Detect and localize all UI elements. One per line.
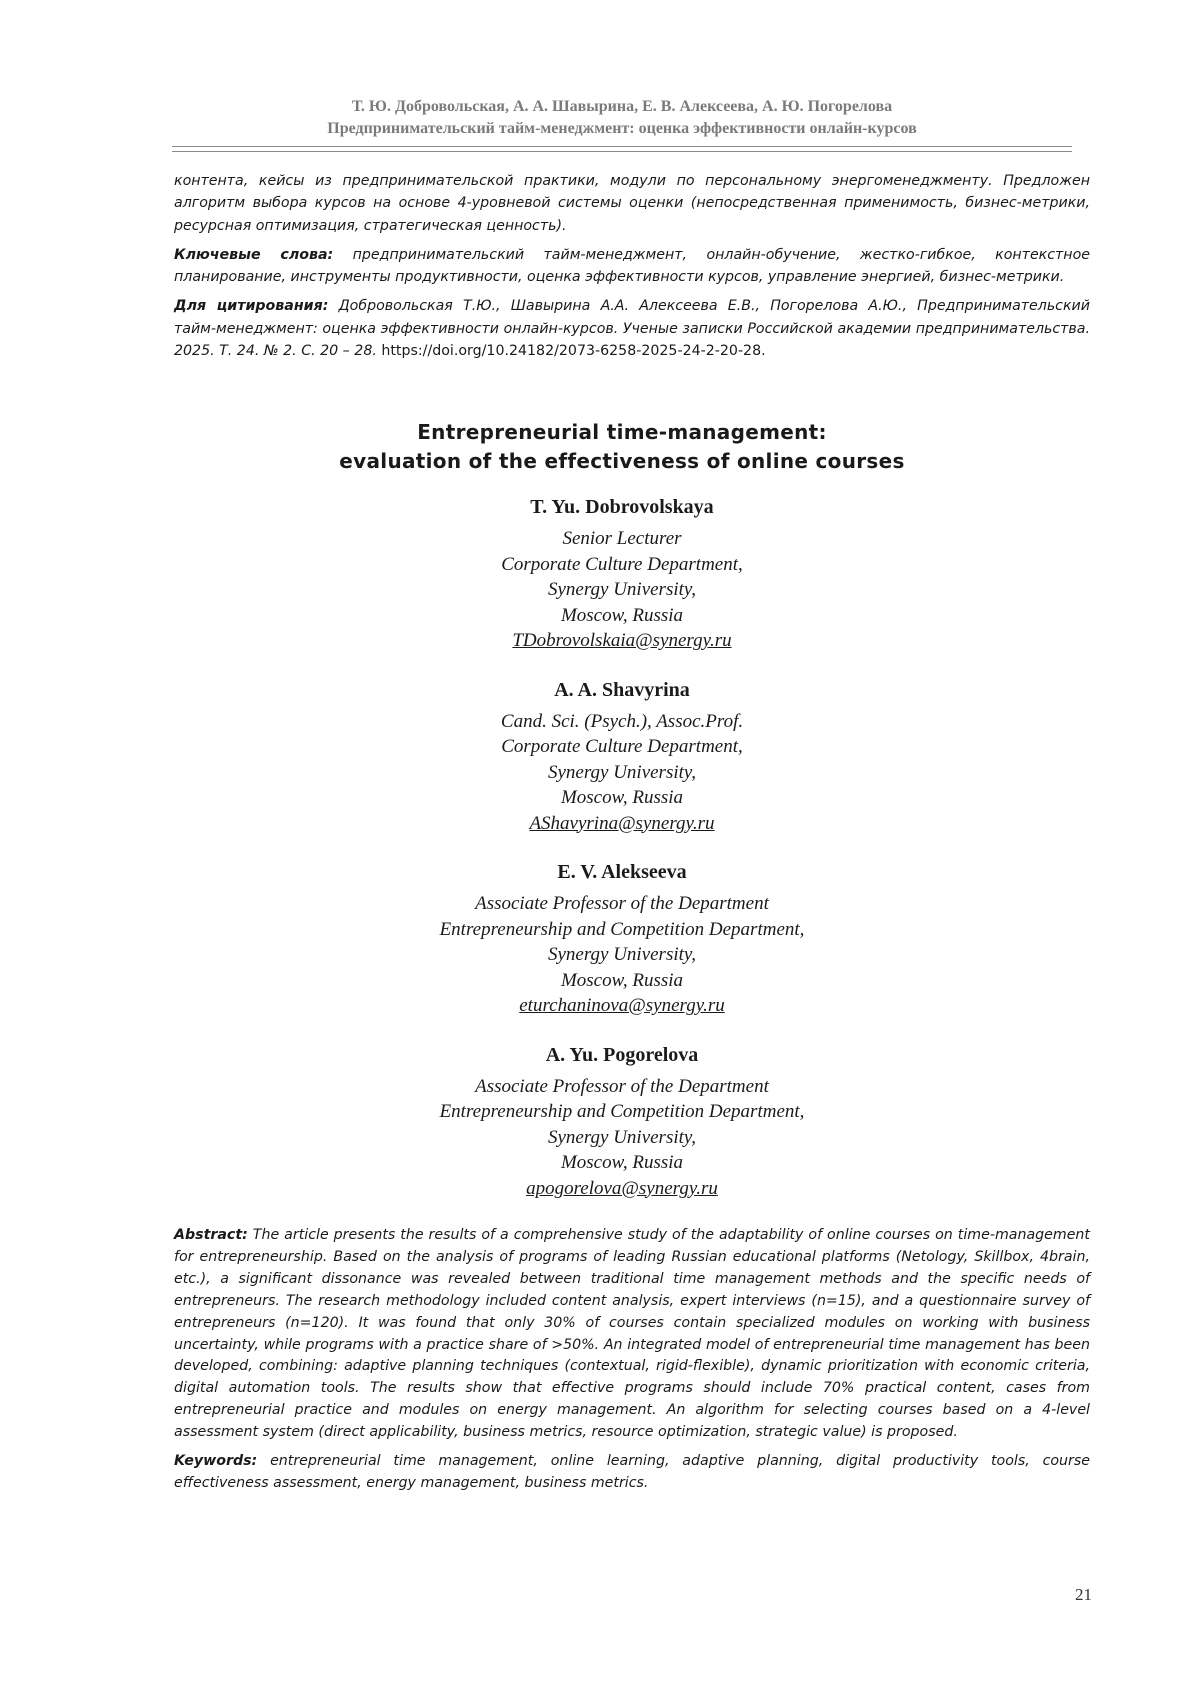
- english-title: [172, 418, 1072, 476]
- russian-citation: [174, 295, 1090, 362]
- author-name: T. Yu. Dobrovolskaya: [530, 496, 714, 518]
- english-abstract-text: The article presents the results of a comprehensive study of the adaptability of online courses on time‑management for entrepreneurship. Based on the analysis of programs of leading Russian educational platforms (Netology, Skillbox, 4brain, etc.), a significant dissonance was revealed between traditional time management methods and the specific needs of entrepreneurs. The research methodology included content analysis, expert interviews (n=15), and a questionnaire survey of entrepreneurs (n=120). It was found that only 30% of courses contain specialized modules on working with business uncertainty, while programs with a practice share of >50%. An integrated model of entrepreneurial time management has been developed, combining: adaptive planning techniques (contextual, rigid‑flexible), dynamic prioritization with economic criteria, digital automation tools. The results show that effective programs should include 70% practical content, cases from entrepreneurial practice and modules on energy management. An algorithm for selecting courses based on a 4‑level assessment system (direct applicability, business metrics, resource optimization, strategic value) is proposed.: [174, 1227, 1090, 1441]
- russian-citation-text: Добровольская Т.Ю., Шавырина А.А. Алексеева Е.В., Погорелова А.Ю., Предпринимательский тайм‑менеджмент: оценка эффективности онлайн‑курсов. Ученые записки Российской академии предпринимательства. 2025. Т. 24. № 2. С. 20 – 28.: [174, 298, 1090, 360]
- author-location: Moscow, Russia: [560, 1152, 684, 1173]
- author-department: Entrepreneurship and Competition Department,: [439, 918, 805, 940]
- russian-citation-label: Для цитирования:: [174, 298, 329, 315]
- english-title-line-1: Entrepreneurial time‑management:: [417, 420, 827, 444]
- page-number: 21: [1075, 1585, 1092, 1604]
- author-name: E. V. Alekseeva: [557, 861, 687, 883]
- header-authors: Т. Ю. Добровольская, А. А. Шавырина, Е. В. Алексеева, А. Ю. Погорелова: [351, 98, 893, 115]
- author-location: Moscow, Russia: [560, 969, 684, 991]
- header-rule-bottom: [172, 151, 1072, 152]
- author-position: Associate Professor of the Department: [475, 1075, 769, 1097]
- author-email-link[interactable]: TDobrovolskaia@synergy.ru: [512, 630, 732, 651]
- author-location: Moscow, Russia: [560, 787, 684, 808]
- author-university: Synergy University,: [547, 1126, 697, 1148]
- author-university: Synergy University,: [547, 579, 697, 600]
- header-title: Предпринимательский тайм‑менеджмент: оценка эффективности онлайн‑курсов: [327, 120, 917, 137]
- author-location: Moscow, Russia: [560, 604, 684, 626]
- author-position: Senior Lecturer: [562, 528, 682, 549]
- author-department: Corporate Culture Department,: [501, 736, 743, 757]
- russian-abstract-tail: контента, кейсы из предпринимательской практики, модули по персональному энергоменеджменту. Предложен алгоритм выбора курсов на основе 4‑уровневой системы оценки (непосредственная применимость, бизнес‑метрики, ресурсная оптимизация, стратегическая ценность).: [174, 173, 1090, 234]
- english-abstract: [174, 1225, 1090, 1444]
- english-title-line-2: evaluation of the effectiveness of online courses: [339, 449, 905, 473]
- english-abstract-section: [174, 1225, 1090, 1502]
- author-university: Synergy University,: [547, 944, 697, 965]
- english-abstract-label: Abstract:: [174, 1227, 248, 1243]
- author-position: Associate Professor of the Department: [475, 893, 769, 914]
- russian-keywords-label: Ключевые слова:: [174, 246, 334, 263]
- author-name: A. Yu. Pogorelova: [545, 1043, 699, 1066]
- russian-keywords: [174, 244, 1090, 289]
- author-position: Cand. Sci. (Psych.), Assoc.Prof.: [500, 710, 744, 732]
- english-keywords-label: Keywords:: [174, 1453, 258, 1470]
- english-keywords-text: entrepreneurial time management, online learning, adaptive planning, digital productivity tools, course effectiveness assessment, energy management, business metrics.: [174, 1453, 1090, 1491]
- author-block: [172, 677, 1072, 837]
- author-email-link[interactable]: apogorelova@synergy.ru: [526, 1177, 718, 1199]
- author-list: [172, 494, 1072, 1224]
- russian-keywords-text: предпринимательский тайм‑менеджмент, онлайн‑обучение, жестко‑гибкое, контекстное планирование, инструменты продуктивности, оценка эффективности курсов, управление энергией, бизнес‑метрики.: [174, 246, 1090, 286]
- author-email-link[interactable]: AShavyrina@synergy.ru: [529, 812, 715, 834]
- author-university: Synergy University,: [547, 761, 697, 783]
- russian-abstract-section: [174, 170, 1090, 369]
- header-rule-top: [172, 146, 1072, 147]
- author-block: [172, 859, 1072, 1019]
- author-block: [172, 494, 1072, 654]
- running-header: [172, 96, 1072, 140]
- author-block: [172, 1042, 1072, 1202]
- russian-citation-doi: https://doi.org/10.24182/2073-6258-2025-24-2-20-28.: [381, 343, 766, 360]
- author-department: Entrepreneurship and Competition Department,: [439, 1101, 805, 1122]
- author-name: A. A. Shavyrina: [554, 678, 690, 701]
- author-department: Corporate Culture Department,: [501, 553, 743, 575]
- english-keywords: [174, 1451, 1090, 1495]
- author-email-link[interactable]: eturchaninova@synergy.ru: [519, 995, 725, 1016]
